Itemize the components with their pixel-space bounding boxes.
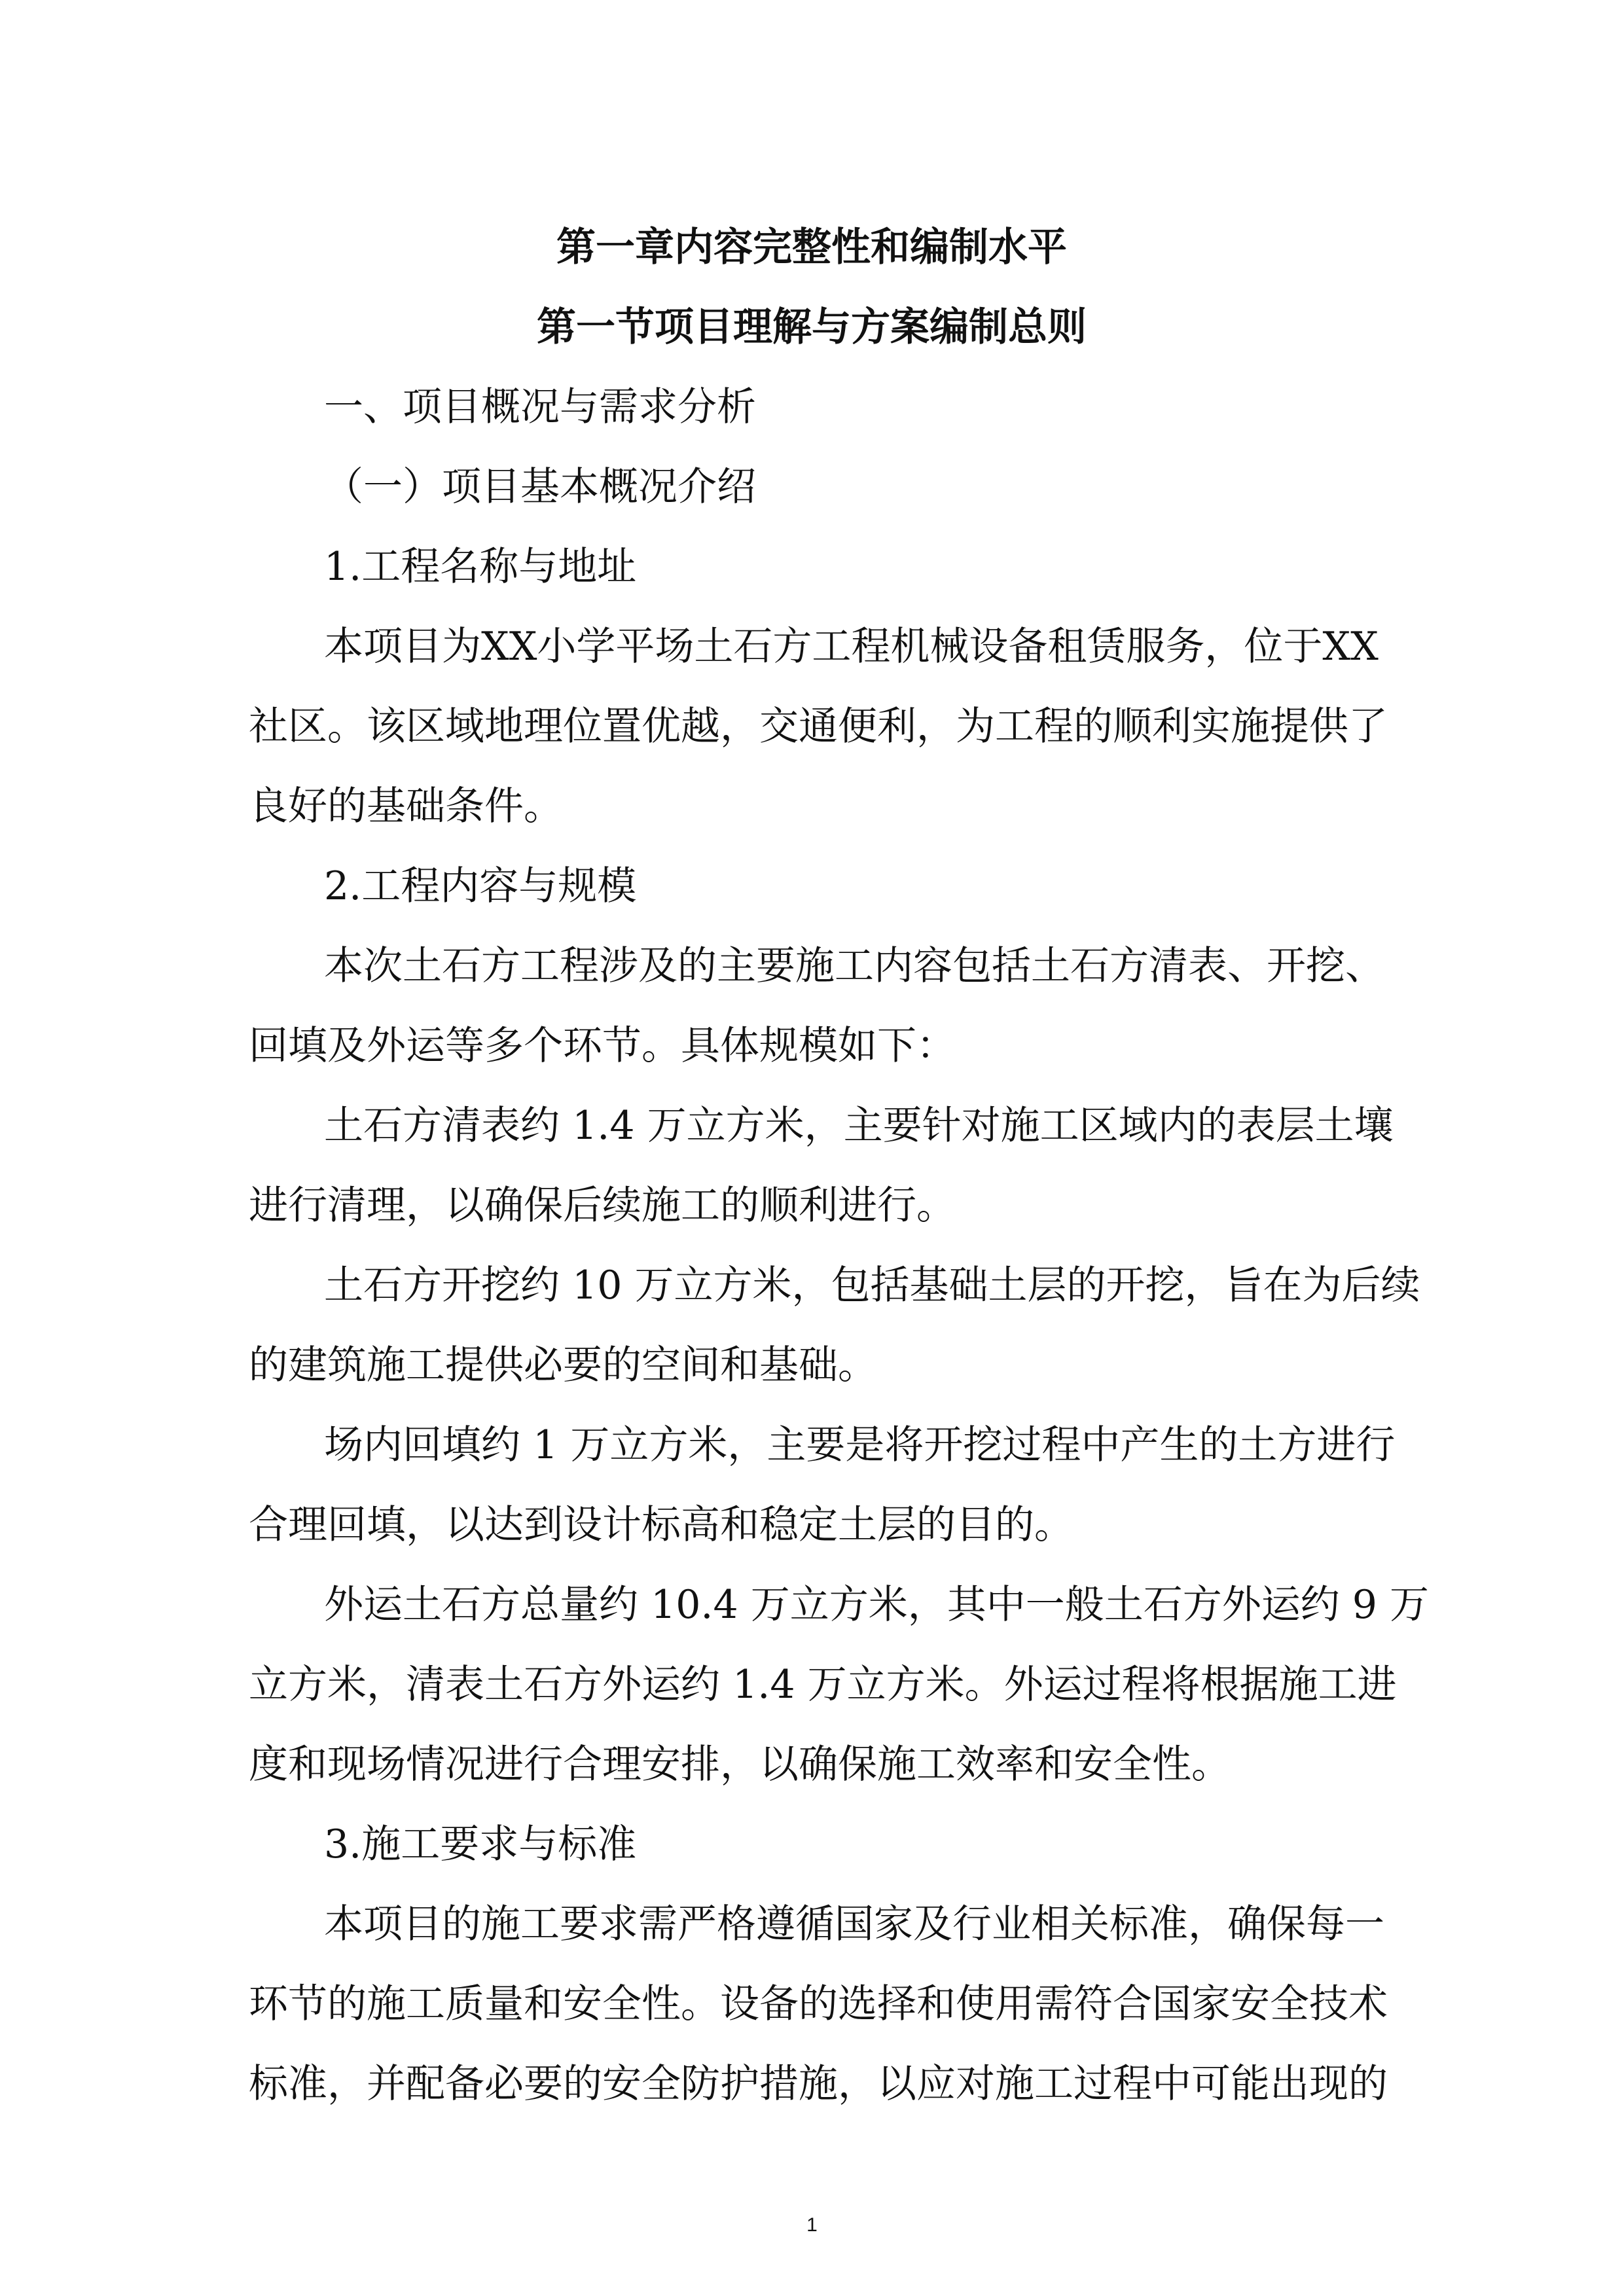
paragraph-line: 本项目为XX小学平场土石方工程机械设备租赁服务，位于XX xyxy=(324,624,1379,670)
item-project-name-address: 1.工程名称与地址 xyxy=(324,544,637,590)
chapter-title: 第一章内容完整性和编制水平 xyxy=(556,224,1067,270)
section-title: 第一节项目理解与方案编制总则 xyxy=(537,304,1087,350)
paragraph-line: 进行清理，以确保后续施工的顺利进行。 xyxy=(249,1183,956,1229)
paragraph-line: 标准，并配备必要的安全防护措施，以应对施工过程中可能出现的 xyxy=(249,2061,1388,2107)
paragraph-line: 场内回填约 1 万立方米，主要是将开挖过程中产生的土方进行 xyxy=(324,1422,1396,1468)
heading-project-overview: 一、项目概况与需求分析 xyxy=(324,384,756,430)
document-page xyxy=(249,0,1430,2296)
item-construction-requirements: 3.施工要求与标准 xyxy=(324,1821,637,1867)
subheading-basic-overview: （一）项目基本概况介绍 xyxy=(324,464,756,510)
paragraph-line: 的建筑施工提供必要的空间和基础。 xyxy=(249,1342,877,1388)
item-project-scope: 2.工程内容与规模 xyxy=(324,863,637,909)
paragraph-line: 立方米，清表土石方外运约 1.4 万立方米。外运过程将根据施工进 xyxy=(249,1662,1397,1708)
page-number: 1 xyxy=(806,2214,818,2236)
paragraph-line: 土石方开挖约 10 万立方米，包括基础土层的开挖，旨在为后续 xyxy=(324,1263,1420,1308)
paragraph-line: 社区。该区域地理位置优越，交通便利，为工程的顺利实施提供了 xyxy=(249,704,1388,749)
paragraph-line: 本项目的施工要求需严格遵循国家及行业相关标准，确保每一 xyxy=(324,1901,1384,1947)
paragraph-line: 回填及外运等多个环节。具体规模如下： xyxy=(249,1023,956,1069)
paragraph-line: 良好的基础条件。 xyxy=(249,783,563,829)
paragraph-line: 合理回填，以达到设计标高和稳定土层的目的。 xyxy=(249,1502,1074,1548)
paragraph-line: 环节的施工质量和安全性。设备的选择和使用需符合国家安全技术 xyxy=(249,1981,1388,2027)
paragraph-line: 本次土石方工程涉及的主要施工内容包括土石方清表、开挖、 xyxy=(324,943,1384,989)
paragraph-line: 外运土石方总量约 10.4 万立方米，其中一般土石方外运约 9 万 xyxy=(324,1582,1430,1628)
paragraph-line: 土石方清表约 1.4 万立方米，主要针对施工区域内的表层土壤 xyxy=(324,1103,1394,1149)
paragraph-line: 度和现场情况进行合理安排，以确保施工效率和安全性。 xyxy=(249,1742,1231,1787)
